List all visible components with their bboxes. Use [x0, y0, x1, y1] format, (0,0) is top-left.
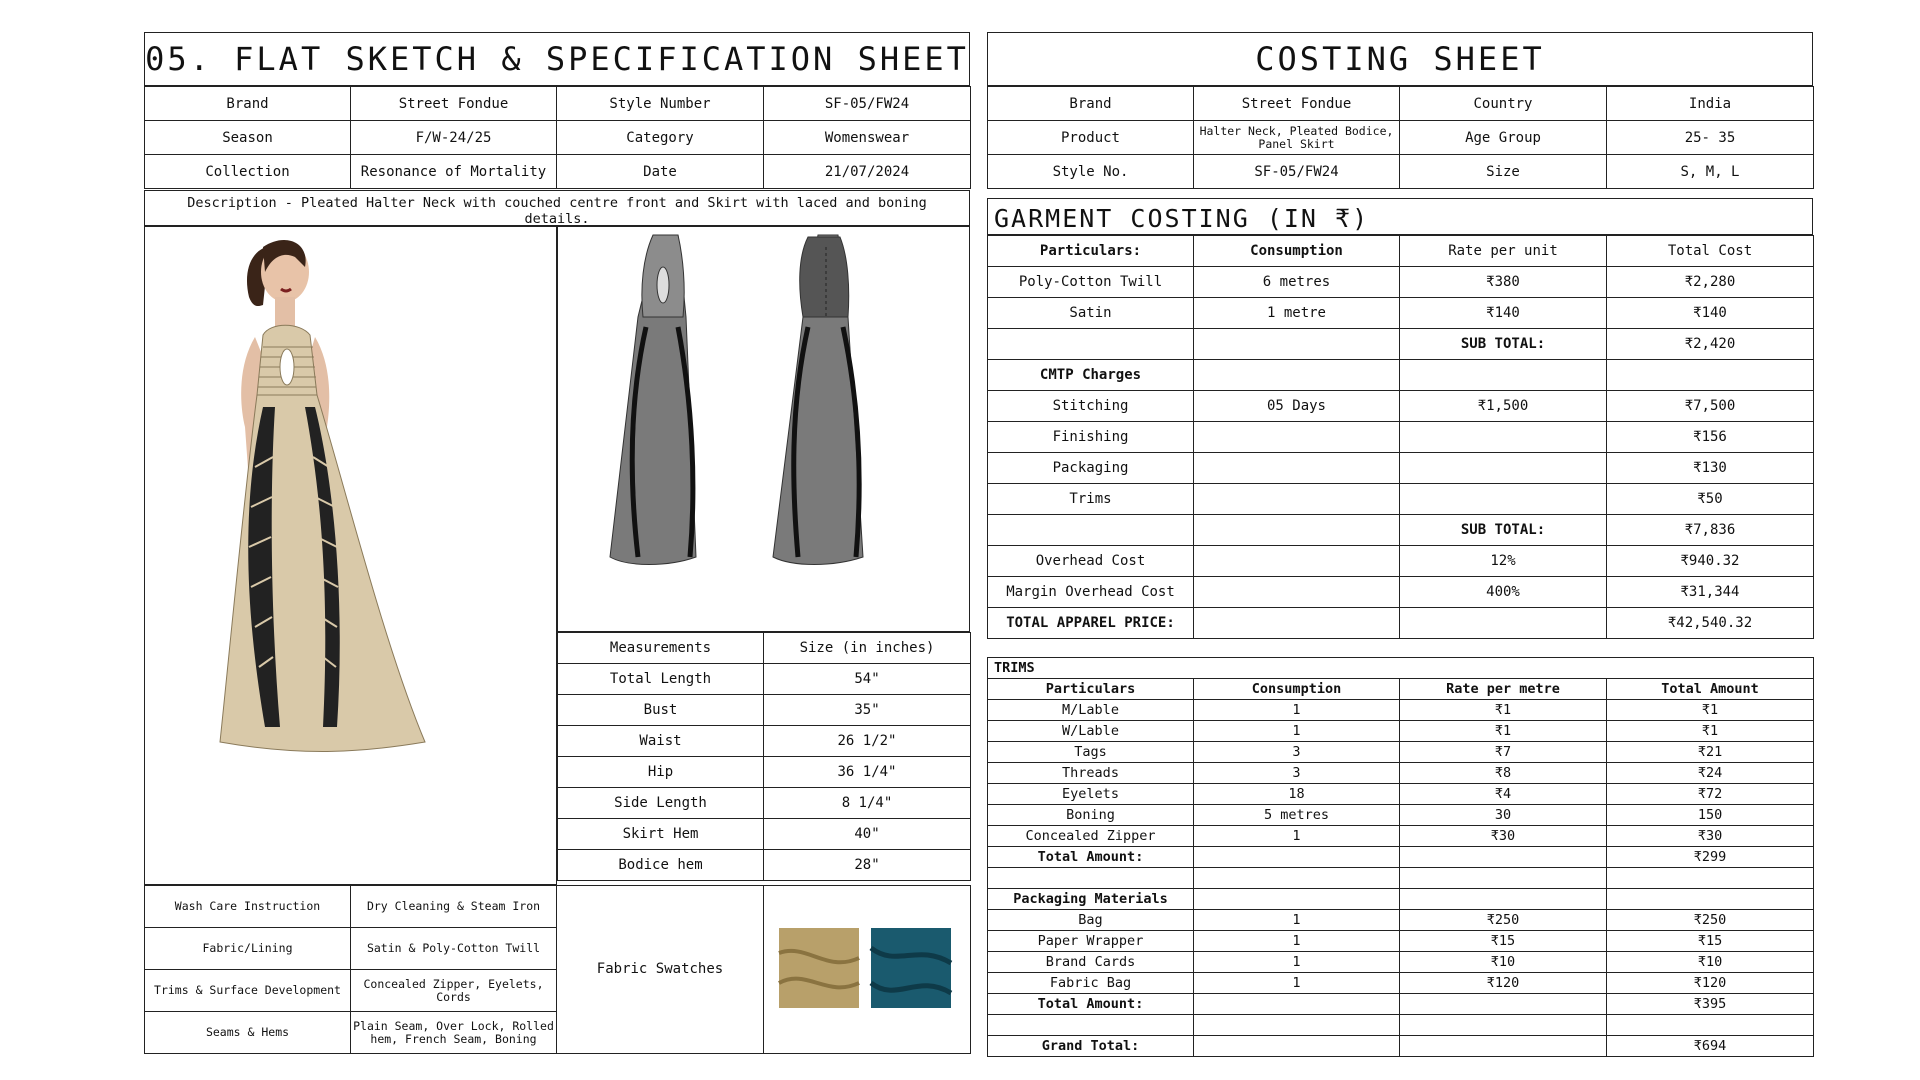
size-label: Size (in inches)	[764, 633, 971, 664]
cell: M/Lable	[988, 700, 1194, 721]
brand-label: Brand	[145, 87, 351, 121]
measure-value: 26 1/2"	[764, 726, 971, 757]
table-row	[988, 889, 1814, 910]
subtotal-value: ₹7,836	[1607, 515, 1814, 546]
teal-swatch	[871, 928, 951, 1008]
cell: ₹31,344	[1607, 577, 1814, 608]
flat-sketch-panel	[557, 226, 970, 632]
cell: Tags	[988, 742, 1194, 763]
cell: ₹30	[1607, 826, 1814, 847]
measurements-label: Measurements	[558, 633, 764, 664]
cell: ₹24	[1607, 763, 1814, 784]
cell	[1607, 360, 1814, 391]
product-value: Halter Neck, Pleated Bodice, Panel Skirt	[1194, 121, 1400, 155]
table-row	[988, 700, 1814, 721]
table-row	[558, 664, 971, 695]
cell: 1	[1194, 826, 1400, 847]
cell: Fabric Bag	[988, 973, 1194, 994]
trims-surface-label: Trims & Surface Development	[145, 970, 351, 1012]
cell: 1	[1194, 952, 1400, 973]
table-header	[988, 236, 1814, 267]
cell: 12%	[1400, 546, 1607, 577]
total-row	[988, 608, 1814, 639]
trims-total-label: Total Amount:	[988, 847, 1194, 868]
size-value: S, M, L	[1607, 155, 1814, 189]
cell	[1194, 577, 1400, 608]
style-number-label: Style Number	[557, 87, 764, 121]
cell: Margin Overhead Cost	[988, 577, 1194, 608]
collection-label: Collection	[145, 155, 351, 189]
cell: ₹380	[1400, 267, 1607, 298]
cell: Finishing	[988, 422, 1194, 453]
table-row	[988, 931, 1814, 952]
cell: Trims	[988, 484, 1194, 515]
packaging-total-value: ₹395	[1607, 994, 1814, 1015]
cell: ₹120	[1400, 973, 1607, 994]
category-value: Womenswear	[764, 121, 971, 155]
cell: 3	[1194, 742, 1400, 763]
cmtp-label: CMTP Charges	[988, 360, 1194, 391]
col-consumption: Consumption	[1194, 679, 1400, 700]
fabric-swatches	[764, 886, 971, 1054]
cell: ₹120	[1607, 973, 1814, 994]
cell	[1400, 1036, 1607, 1057]
cell	[988, 329, 1194, 360]
measure-value: 36 1/4"	[764, 757, 971, 788]
measure-name: Bodice hem	[558, 850, 764, 881]
country-value: India	[1607, 87, 1814, 121]
measure-name: Bust	[558, 695, 764, 726]
cell: ₹940.32	[1607, 546, 1814, 577]
cell	[1400, 847, 1607, 868]
cell: ₹8	[1400, 763, 1607, 784]
cell: ₹15	[1400, 931, 1607, 952]
garment-costing-table	[987, 235, 1814, 639]
cell	[1194, 484, 1400, 515]
cell: 1	[1194, 931, 1400, 952]
subtotal-value: ₹2,420	[1607, 329, 1814, 360]
style-no-label: Style No.	[988, 155, 1194, 189]
cell: Brand Cards	[988, 952, 1194, 973]
age-group-label: Age Group	[1400, 121, 1607, 155]
measure-value: 35"	[764, 695, 971, 726]
subtotal-row	[988, 329, 1814, 360]
cell: Paper Wrapper	[988, 931, 1194, 952]
cell: ₹7,500	[1607, 391, 1814, 422]
cell: ₹1	[1400, 700, 1607, 721]
style-no-value: SF-05/FW24	[1194, 155, 1400, 189]
measure-name: Skirt Hem	[558, 819, 764, 850]
cell	[1400, 889, 1607, 910]
spacer-row	[988, 868, 1814, 889]
cell	[1607, 868, 1814, 889]
age-group-value: 25- 35	[1607, 121, 1814, 155]
spacer-row	[988, 1015, 1814, 1036]
table-row	[988, 910, 1814, 931]
cell	[1194, 608, 1400, 639]
packaging-total-label: Total Amount:	[988, 994, 1194, 1015]
measure-name: Waist	[558, 726, 764, 757]
grand-total-label: Grand Total:	[988, 1036, 1194, 1057]
table-header	[988, 679, 1814, 700]
packaging-title: Packaging Materials	[988, 889, 1194, 910]
wash-care-value: Dry Cleaning & Steam Iron	[351, 886, 557, 928]
col-rate: Rate per unit	[1400, 236, 1607, 267]
table-row	[988, 267, 1814, 298]
trims-total-value: ₹299	[1607, 847, 1814, 868]
cell: ₹15	[1607, 931, 1814, 952]
cell: Poly-Cotton Twill	[988, 267, 1194, 298]
satin-gold-swatch	[779, 928, 859, 1008]
cell: 6 metres	[1194, 267, 1400, 298]
col-particulars: Particulars	[988, 679, 1194, 700]
table-row	[988, 453, 1814, 484]
cell: ₹30	[1400, 826, 1607, 847]
cell	[1400, 422, 1607, 453]
cell: Boning	[988, 805, 1194, 826]
table-row	[988, 826, 1814, 847]
cell	[1194, 515, 1400, 546]
table-row	[988, 805, 1814, 826]
cell: ₹250	[1607, 910, 1814, 931]
cell: 18	[1194, 784, 1400, 805]
product-label: Product	[988, 121, 1194, 155]
trims-title: TRIMS	[988, 658, 1814, 679]
cell: Bag	[988, 910, 1194, 931]
fashion-illustration	[145, 227, 556, 884]
subtotal-label: SUB TOTAL:	[1400, 329, 1607, 360]
cell	[1194, 329, 1400, 360]
table-row	[988, 577, 1814, 608]
cell: 05 Days	[1194, 391, 1400, 422]
cell: 400%	[1400, 577, 1607, 608]
cell: 150	[1607, 805, 1814, 826]
cell: ₹140	[1400, 298, 1607, 329]
measure-name: Side Length	[558, 788, 764, 819]
cell	[1400, 868, 1607, 889]
cell: ₹1	[1607, 721, 1814, 742]
spec-sheet-title: 05. FLAT SKETCH & SPECIFICATION SHEET	[144, 32, 970, 86]
cell	[1400, 484, 1607, 515]
cell	[1194, 422, 1400, 453]
cell: ₹140	[1607, 298, 1814, 329]
seams-hems-value: Plain Seam, Over Lock, Rolled hem, French Seam, Boning	[351, 1012, 557, 1054]
cell: ₹21	[1607, 742, 1814, 763]
cell: ₹156	[1607, 422, 1814, 453]
cell	[1194, 453, 1400, 484]
table-row	[988, 973, 1814, 994]
brand-value: Street Fondue	[351, 87, 557, 121]
col-rate: Rate per metre	[1400, 679, 1607, 700]
total-row	[988, 847, 1814, 868]
cell	[1194, 546, 1400, 577]
measure-value: 54"	[764, 664, 971, 695]
cell: 1	[1194, 721, 1400, 742]
illustration-panel	[144, 226, 557, 885]
cell	[1400, 608, 1607, 639]
cell: 1	[1194, 973, 1400, 994]
fabric-swatches-label: Fabric Swatches	[557, 886, 764, 1054]
cell: Satin	[988, 298, 1194, 329]
cell: ₹250	[1400, 910, 1607, 931]
cell: 1	[1194, 910, 1400, 931]
col-particulars: Particulars:	[988, 236, 1194, 267]
season-value: F/W-24/25	[351, 121, 557, 155]
fabric-lining-label: Fabric/Lining	[145, 928, 351, 970]
cell: ₹130	[1607, 453, 1814, 484]
grand-total-value: ₹694	[1607, 1036, 1814, 1057]
cell	[988, 868, 1194, 889]
cell	[1607, 889, 1814, 910]
cell	[1607, 1015, 1814, 1036]
cell	[1194, 1015, 1400, 1036]
spec-info-table	[144, 86, 971, 189]
table-row	[988, 742, 1814, 763]
table-row	[558, 850, 971, 881]
table-row	[988, 422, 1814, 453]
cell: ₹1	[1400, 721, 1607, 742]
cell: Packaging	[988, 453, 1194, 484]
collection-value: Resonance of Mortality	[351, 155, 557, 189]
brand-label: Brand	[988, 87, 1194, 121]
cell: 3	[1194, 763, 1400, 784]
cell: 30	[1400, 805, 1607, 826]
flat-sketch	[558, 227, 969, 631]
description: Description - Pleated Halter Neck with couched centre front and Skirt with laced and boning details.	[144, 190, 970, 226]
cell	[988, 515, 1194, 546]
cell	[1194, 1036, 1400, 1057]
cell: 1	[1194, 700, 1400, 721]
grand-total-row	[988, 1036, 1814, 1057]
total-row	[988, 994, 1814, 1015]
total-value: ₹42,540.32	[1607, 608, 1814, 639]
measure-value: 28"	[764, 850, 971, 881]
cell: 5 metres	[1194, 805, 1400, 826]
cell	[1400, 453, 1607, 484]
cell: ₹1,500	[1400, 391, 1607, 422]
date-label: Date	[557, 155, 764, 189]
cell: ₹50	[1607, 484, 1814, 515]
table-row	[988, 391, 1814, 422]
cell: ₹4	[1400, 784, 1607, 805]
size-label: Size	[1400, 155, 1607, 189]
table-row	[988, 784, 1814, 805]
total-label: TOTAL APPAREL PRICE:	[988, 608, 1194, 639]
cell: ₹10	[1400, 952, 1607, 973]
table-row	[988, 952, 1814, 973]
cell: ₹72	[1607, 784, 1814, 805]
cell	[1194, 994, 1400, 1015]
fabric-lining-value: Satin & Poly-Cotton Twill	[351, 928, 557, 970]
col-total: Total Amount	[1607, 679, 1814, 700]
table-row	[558, 819, 971, 850]
cell: ₹7	[1400, 742, 1607, 763]
swatch-images	[767, 923, 967, 1013]
season-label: Season	[145, 121, 351, 155]
costing-sheet-title: COSTING SHEET	[987, 32, 1813, 86]
table-row	[988, 360, 1814, 391]
table-row	[988, 546, 1814, 577]
table-row	[988, 484, 1814, 515]
cell	[1194, 889, 1400, 910]
table-row	[988, 763, 1814, 784]
table-row	[988, 298, 1814, 329]
table-row	[558, 695, 971, 726]
measure-value: 8 1/4"	[764, 788, 971, 819]
trims-table	[987, 657, 1814, 1057]
subtotal-row	[988, 515, 1814, 546]
col-consumption: Consumption	[1194, 236, 1400, 267]
subtotal-label: SUB TOTAL:	[1400, 515, 1607, 546]
style-number-value: SF-05/FW24	[764, 87, 971, 121]
measure-name: Hip	[558, 757, 764, 788]
cell: Eyelets	[988, 784, 1194, 805]
cell: ₹2,280	[1607, 267, 1814, 298]
brand-value: Street Fondue	[1194, 87, 1400, 121]
seams-hems-label: Seams & Hems	[145, 1012, 351, 1054]
cell: 1 metre	[1194, 298, 1400, 329]
details-table	[144, 885, 971, 1054]
cell: Concealed Zipper	[988, 826, 1194, 847]
cell	[1194, 868, 1400, 889]
measurements-header	[558, 633, 971, 664]
cell	[1194, 360, 1400, 391]
table-row	[558, 788, 971, 819]
cell: ₹1	[1607, 700, 1814, 721]
cell	[1400, 1015, 1607, 1036]
cell: Stitching	[988, 391, 1194, 422]
table-row	[558, 757, 971, 788]
costing-info-table	[987, 86, 1814, 189]
wash-care-label: Wash Care Instruction	[145, 886, 351, 928]
cell	[1400, 360, 1607, 391]
measure-value: 40"	[764, 819, 971, 850]
cell: W/Lable	[988, 721, 1194, 742]
cell	[1400, 994, 1607, 1015]
date-value: 21/07/2024	[764, 155, 971, 189]
col-total: Total Cost	[1607, 236, 1814, 267]
country-label: Country	[1400, 87, 1607, 121]
cell: Overhead Cost	[988, 546, 1194, 577]
cell	[1194, 847, 1400, 868]
cell: ₹10	[1607, 952, 1814, 973]
garment-costing-title: GARMENT COSTING (IN ₹)	[987, 198, 1813, 235]
table-row	[558, 726, 971, 757]
measure-name: Total Length	[558, 664, 764, 695]
cell: Threads	[988, 763, 1194, 784]
trims-surface-value: Concealed Zipper, Eyelets, Cords	[351, 970, 557, 1012]
category-label: Category	[557, 121, 764, 155]
table-row	[988, 721, 1814, 742]
cell	[988, 1015, 1194, 1036]
measurements-table	[557, 632, 971, 881]
